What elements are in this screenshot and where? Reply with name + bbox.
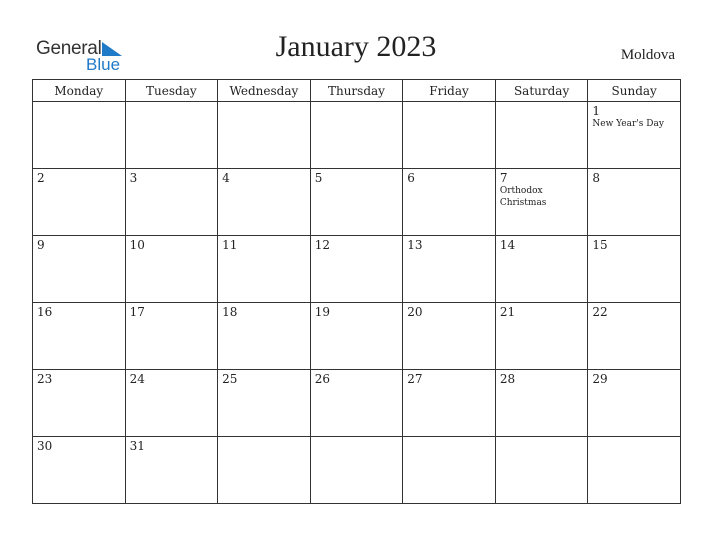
day-cell <box>125 370 218 437</box>
day-cell <box>403 169 496 236</box>
weekday-header: Friday <box>403 80 496 102</box>
day-number: 30 <box>37 439 53 453</box>
day-number: 26 <box>314 372 330 386</box>
day-cell <box>218 236 311 303</box>
day-cell <box>125 169 218 236</box>
day-number: 8 <box>592 171 601 185</box>
day-cell <box>403 236 496 303</box>
day-number: 6 <box>407 171 415 185</box>
calendar-grid <box>32 79 681 504</box>
day-cell <box>495 102 588 169</box>
day-number: 5 <box>314 171 323 185</box>
day-number: 3 <box>129 171 138 185</box>
weekday-header: Wednesday <box>218 80 311 102</box>
day-number: 19 <box>314 305 330 319</box>
holiday-label: New Year's Day <box>592 119 664 129</box>
day-cell <box>588 102 681 169</box>
day-cell <box>588 437 681 504</box>
day-cell <box>588 169 681 236</box>
holiday-label: Orthodox Christmas <box>499 186 547 208</box>
week-row <box>33 102 681 169</box>
day-number: 27 <box>407 372 423 386</box>
day-number: 29 <box>592 372 608 386</box>
day-cell <box>310 437 403 504</box>
day-number: 16 <box>37 305 53 319</box>
day-cell <box>495 303 588 370</box>
day-number: 7 <box>499 171 508 185</box>
day-cell <box>495 370 588 437</box>
day-number: 25 <box>222 372 238 386</box>
day-number: 22 <box>592 305 608 319</box>
day-cell <box>588 370 681 437</box>
day-number: 24 <box>129 372 145 386</box>
weekday-header: Saturday <box>495 80 588 102</box>
day-cell <box>125 236 218 303</box>
day-number: 11 <box>222 238 238 252</box>
day-number: 9 <box>37 238 45 252</box>
day-cell <box>218 437 311 504</box>
day-cell <box>403 102 496 169</box>
day-cell <box>588 236 681 303</box>
day-cell <box>403 370 496 437</box>
weekday-header: Monday <box>33 80 126 102</box>
day-number: 17 <box>129 305 145 319</box>
logo-general-text: General <box>36 38 102 59</box>
week-row <box>33 236 681 303</box>
weekday-header: Tuesday <box>125 80 218 102</box>
day-number: 28 <box>499 372 516 386</box>
day-cell <box>495 169 588 236</box>
day-cell <box>310 370 403 437</box>
weekday-header-row <box>33 80 681 102</box>
day-number: 23 <box>37 372 53 386</box>
week-row <box>33 169 681 236</box>
day-cell <box>495 236 588 303</box>
day-number: 14 <box>499 238 516 252</box>
calendar-title: January 2023 <box>275 30 437 63</box>
day-cell <box>33 236 126 303</box>
day-cell <box>588 303 681 370</box>
day-cell <box>218 370 311 437</box>
day-number: 21 <box>499 305 516 319</box>
day-number: 2 <box>37 171 45 185</box>
day-cell <box>218 303 311 370</box>
day-cell <box>403 303 496 370</box>
day-cell <box>310 102 403 169</box>
weekday-header: Thursday <box>310 80 403 102</box>
day-cell <box>310 169 403 236</box>
logo-blue-text: Blue <box>86 55 121 74</box>
day-cell <box>495 437 588 504</box>
day-cell <box>33 102 126 169</box>
day-cell <box>33 169 126 236</box>
day-cell <box>310 236 403 303</box>
day-cell <box>310 303 403 370</box>
day-cell <box>33 303 126 370</box>
day-number: 31 <box>129 439 145 453</box>
day-cell <box>218 102 311 169</box>
day-number: 10 <box>129 238 145 252</box>
day-number: 18 <box>222 305 238 319</box>
day-number: 13 <box>407 238 423 252</box>
week-row <box>33 437 681 504</box>
day-number: 12 <box>314 238 330 252</box>
day-cell <box>403 437 496 504</box>
day-number: 15 <box>592 238 608 252</box>
week-row <box>33 303 681 370</box>
day-number: 20 <box>407 305 423 319</box>
week-row <box>33 370 681 437</box>
weekday-header: Sunday <box>588 80 681 102</box>
day-cell <box>125 303 218 370</box>
day-cell <box>33 437 126 504</box>
country-label: Moldova <box>620 47 675 63</box>
day-cell <box>33 370 126 437</box>
day-cell <box>125 102 218 169</box>
day-number: 4 <box>222 171 230 185</box>
day-cell <box>218 169 311 236</box>
day-cell <box>125 437 218 504</box>
day-number: 1 <box>592 104 601 118</box>
